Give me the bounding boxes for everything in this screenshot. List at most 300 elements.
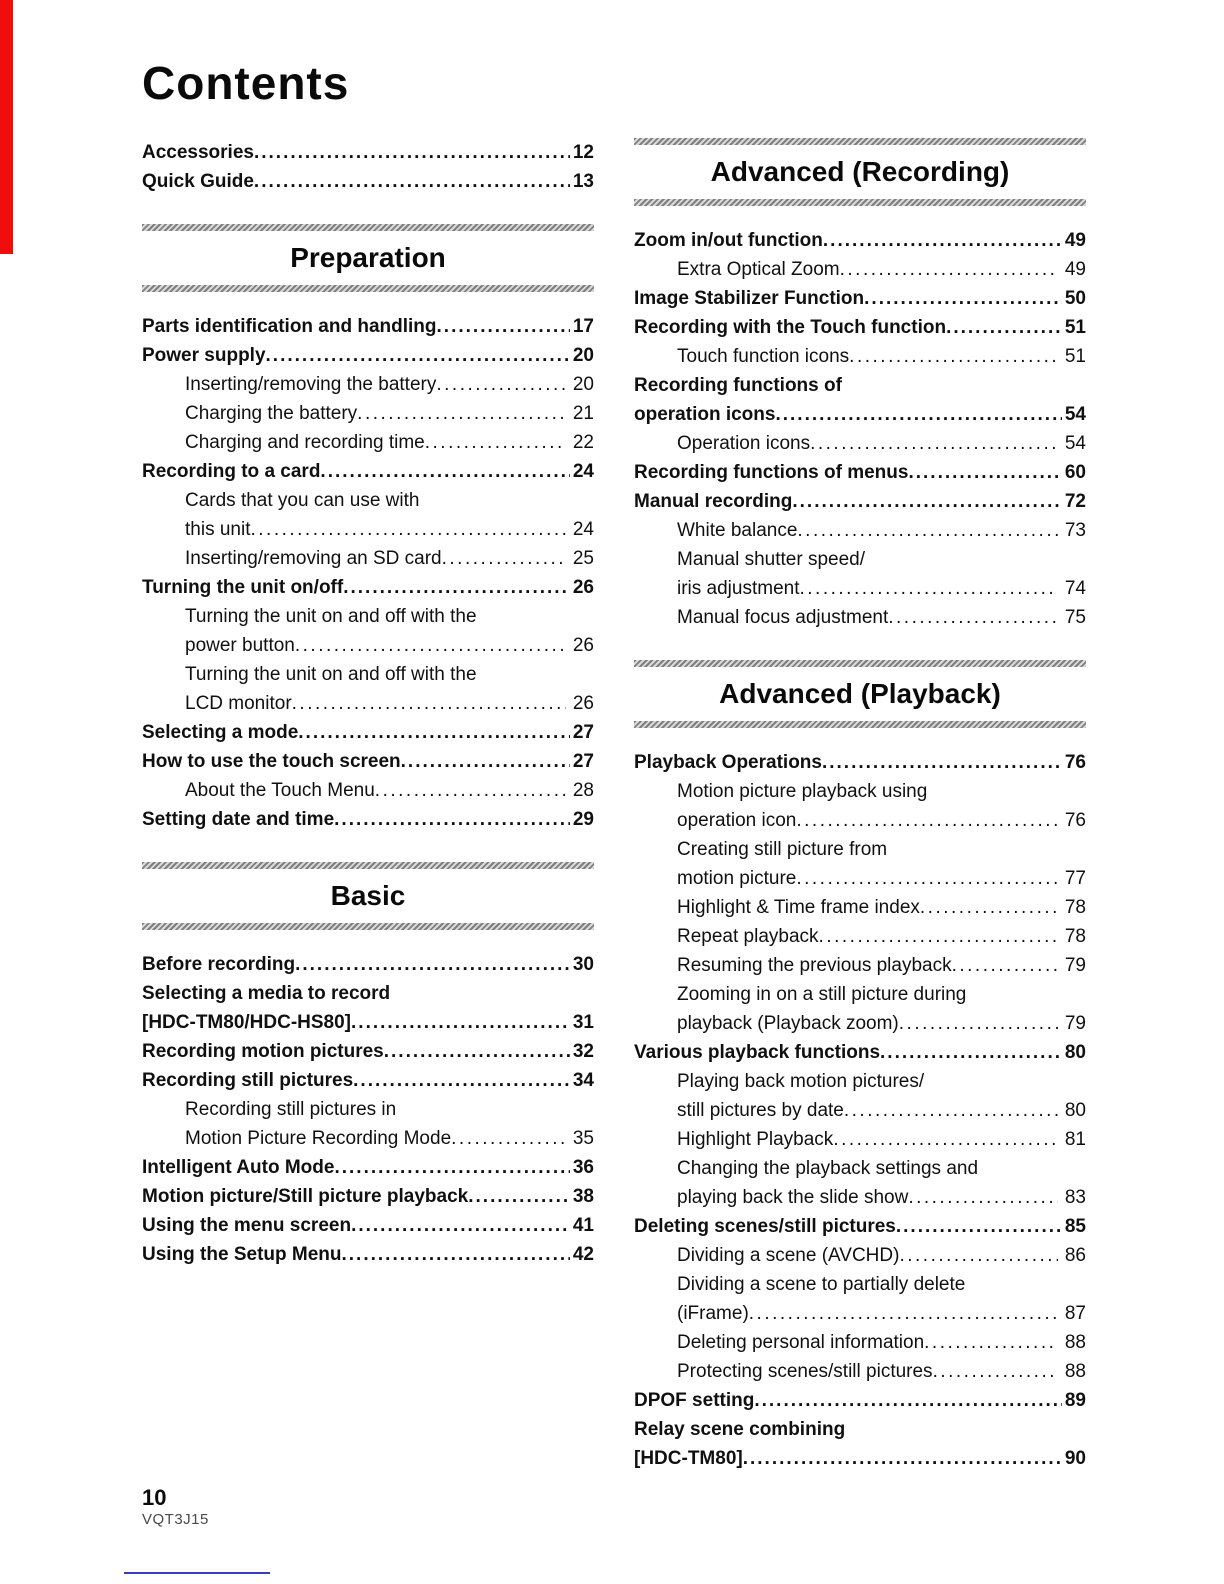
- toc-entry-line: [185, 544, 594, 573]
- toc-entry-text: Various playback functions: [634, 1042, 881, 1063]
- toc-entry-page-number: 25: [572, 548, 594, 569]
- toc-entry-text: (iFrame): [677, 1303, 749, 1324]
- toc-entry-text: Recording motion pictures: [142, 1041, 384, 1062]
- toc-entry-text: Touch function icons: [677, 346, 850, 367]
- toc-entry-line: [677, 545, 1086, 574]
- dot-leader: [946, 313, 1062, 342]
- toc-entry: [634, 1038, 1086, 1067]
- toc-entry-text: power button: [185, 635, 295, 656]
- toc-entry: [142, 544, 594, 573]
- toc-entry-page-number: 36: [572, 1157, 594, 1178]
- toc-entry-text: White balance: [677, 520, 798, 541]
- toc-entry: [634, 1357, 1086, 1386]
- toc-entry: [142, 486, 594, 544]
- toc-entry-text: Zooming in on a still picture during: [677, 984, 967, 1005]
- toc-entry-page-number: 51: [1064, 317, 1086, 338]
- toc-entry-page-number: 13: [572, 171, 594, 192]
- toc-entry-page-number: 54: [1064, 404, 1086, 425]
- dot-leader: [343, 573, 570, 602]
- dot-leader: [250, 515, 565, 544]
- toc-entry-page-number: 24: [572, 461, 594, 482]
- toc-entry-line: [142, 1153, 594, 1182]
- toc-entry-text: Selecting a media to record: [142, 983, 391, 1004]
- toc-entry-line: [634, 1212, 1086, 1241]
- toc-entry-line: [634, 1444, 1086, 1473]
- section-title: Preparation: [290, 242, 446, 273]
- toc-entry-page-number: 22: [572, 432, 594, 453]
- toc-entry-line: [677, 255, 1086, 284]
- toc-entry-line: [677, 777, 1086, 806]
- toc-entry-line: [634, 371, 1086, 400]
- toc-entry-line: [677, 342, 1086, 371]
- toc-entry: [634, 429, 1086, 458]
- dot-leader: [334, 805, 570, 834]
- toc-entry-line: [185, 370, 594, 399]
- toc-entry-page-number: 30: [572, 954, 594, 975]
- toc-entry-text: Inserting/removing an SD card: [185, 548, 442, 569]
- toc-entry-text: Creating still picture from: [677, 839, 888, 860]
- toc-left-column: [142, 138, 594, 1273]
- toc-entry-page-number: 26: [572, 693, 594, 714]
- dot-leader: [899, 1009, 1058, 1038]
- section-header: [142, 862, 594, 930]
- toc-entry-text: operation icon: [677, 810, 797, 831]
- dot-leader: [844, 1096, 1058, 1125]
- toc-entry: [142, 602, 594, 660]
- dot-leader: [357, 399, 566, 428]
- section-divider-bar: [634, 199, 1086, 206]
- toc-entry-page-number: 35: [572, 1128, 594, 1149]
- toc-entry: [634, 1241, 1086, 1270]
- toc-entry-text: LCD monitor: [185, 693, 292, 714]
- toc-entry-text: [HDC-TM80]: [634, 1448, 743, 1469]
- toc-entry-text: Manual shutter speed/: [677, 549, 866, 570]
- toc-entry: [142, 718, 594, 747]
- toc-entry: [634, 545, 1086, 603]
- dot-leader: [266, 341, 570, 370]
- toc-entry: [634, 1328, 1086, 1357]
- toc-entry-text: Accessories: [142, 142, 254, 163]
- toc-entry-text: Setting date and time: [142, 809, 335, 830]
- toc-entry-text: About the Touch Menu: [185, 780, 375, 801]
- dot-leader: [797, 516, 1057, 545]
- dot-leader: [743, 1444, 1062, 1473]
- toc-entry-line: [677, 893, 1086, 922]
- dot-leader: [920, 893, 1058, 922]
- toc-entry: [142, 979, 594, 1037]
- toc-entry: [142, 776, 594, 805]
- toc-right-column: [634, 138, 1086, 1477]
- toc-entry-text: How to use the touch screen: [142, 751, 401, 772]
- toc-entry-text: Highlight & Time frame index: [677, 897, 920, 918]
- toc-entry-page-number: 28: [572, 780, 594, 801]
- toc-entry: [142, 370, 594, 399]
- toc-entry: [634, 342, 1086, 371]
- toc-entry: [142, 457, 594, 486]
- toc-entry-page-number: 12: [572, 142, 594, 163]
- section-header: [634, 138, 1086, 206]
- toc-entry-page-number: 88: [1064, 1361, 1086, 1382]
- toc-entry: [142, 950, 594, 979]
- toc-entry-group: [634, 226, 1086, 632]
- toc-entry: [634, 487, 1086, 516]
- dot-leader: [775, 400, 1061, 429]
- toc-entry-line: [677, 951, 1086, 980]
- dot-leader: [749, 1299, 1058, 1328]
- toc-entry-page-number: 20: [572, 374, 594, 395]
- toc-entry-text: Recording still pictures in: [185, 1099, 397, 1120]
- toc-entry-text: Cards that you can use with: [185, 490, 420, 511]
- section-divider-bar: [634, 138, 1086, 145]
- toc-entry-page-number: 80: [1064, 1042, 1086, 1063]
- toc-entry-line: [142, 341, 594, 370]
- dot-leader: [840, 255, 1058, 284]
- toc-entry-page-number: 78: [1064, 926, 1086, 947]
- toc-entry-page-number: 76: [1064, 810, 1086, 831]
- toc-entry-text: this unit: [185, 519, 251, 540]
- section-divider-bar: [634, 721, 1086, 728]
- toc-entry-text: Charging the battery: [185, 403, 358, 424]
- toc-entry-line: [185, 689, 594, 718]
- toc-entry: [634, 284, 1086, 313]
- toc-entry-page-number: 77: [1064, 868, 1086, 889]
- toc-entry: [142, 341, 594, 370]
- toc-entry-line: [142, 950, 594, 979]
- toc-entry-line: [185, 631, 594, 660]
- section-divider-bar: [142, 224, 594, 231]
- toc-entry-page-number: 73: [1064, 520, 1086, 541]
- toc-entry-text: [HDC-TM80/HDC-HS80]: [142, 1012, 352, 1033]
- toc-entry-line: [677, 922, 1086, 951]
- toc-entry-line: [142, 1182, 594, 1211]
- section-title: Advanced (Recording): [710, 156, 1010, 187]
- dot-leader: [880, 1038, 1062, 1067]
- dot-leader: [810, 429, 1058, 458]
- toc-entry-line: [142, 805, 594, 834]
- toc-entry-page-number: 27: [572, 722, 594, 743]
- toc-entry-page-number: 83: [1064, 1187, 1086, 1208]
- dot-leader: [468, 1182, 570, 1211]
- toc-entry: [142, 573, 594, 602]
- toc-entry-page-number: 85: [1064, 1216, 1086, 1237]
- toc-entry-page-number: 90: [1064, 1448, 1086, 1469]
- toc-entry: [634, 1125, 1086, 1154]
- toc-entry-line: [634, 1038, 1086, 1067]
- toc-entry-page-number: 54: [1064, 433, 1086, 454]
- toc-entry-page-number: 72: [1064, 491, 1086, 512]
- toc-entry-page-number: 49: [1064, 259, 1086, 280]
- dot-leader: [864, 284, 1062, 313]
- toc-entry-line: [185, 1124, 594, 1153]
- toc-entry-line: [677, 1270, 1086, 1299]
- toc-entry-page-number: 87: [1064, 1303, 1086, 1324]
- toc-entry-text: still pictures by date: [677, 1100, 844, 1121]
- dot-leader: [298, 718, 570, 747]
- toc-entry-text: DPOF setting: [634, 1390, 755, 1411]
- toc-entry-line: [142, 1008, 594, 1037]
- toc-entry-page-number: 42: [572, 1244, 594, 1265]
- dot-leader: [401, 747, 570, 776]
- dot-leader: [899, 1241, 1057, 1270]
- toc-entry-line: [677, 1357, 1086, 1386]
- toc-entry-page-number: 21: [572, 403, 594, 424]
- toc-entry-page-number: 86: [1064, 1245, 1086, 1266]
- toc-entry-group: [142, 138, 594, 196]
- dot-leader: [896, 1212, 1062, 1241]
- section-title: Advanced (Playback): [719, 678, 1001, 709]
- toc-entry: [142, 1066, 594, 1095]
- toc-entry: [142, 399, 594, 428]
- toc-entry-text: Extra Optical Zoom: [677, 259, 840, 280]
- toc-entry-line: [677, 429, 1086, 458]
- dot-leader: [823, 226, 1062, 255]
- dot-leader: [888, 603, 1058, 632]
- dot-leader: [952, 951, 1058, 980]
- toc-entry-text: Dividing a scene to partially delete: [677, 1274, 966, 1295]
- toc-entry-text: Relay scene combining: [634, 1419, 846, 1440]
- toc-entry-text: Highlight Playback: [677, 1129, 834, 1150]
- toc-entry-page-number: 49: [1064, 230, 1086, 251]
- toc-entry-line: [634, 284, 1086, 313]
- toc-entry-text: Manual focus adjustment: [677, 607, 889, 628]
- section-divider-bar: [634, 660, 1086, 667]
- toc-entry-page-number: 79: [1064, 955, 1086, 976]
- toc-entry: [634, 1154, 1086, 1212]
- toc-entry-line: [142, 573, 594, 602]
- toc-entry-text: Charging and recording time: [185, 432, 425, 453]
- toc-entry-text: Motion picture playback using: [677, 781, 928, 802]
- toc-entry-line: [677, 806, 1086, 835]
- toc-entry: [634, 371, 1086, 429]
- dot-leader: [908, 458, 1061, 487]
- toc-entry: [142, 167, 594, 196]
- dot-leader: [334, 1153, 569, 1182]
- toc-entry-line: [634, 487, 1086, 516]
- toc-entry-line: [142, 1211, 594, 1240]
- toc-entry-text: Playback Operations: [634, 752, 822, 773]
- dot-leader: [792, 487, 1062, 516]
- red-edge-bar: [0, 0, 13, 254]
- toc-entry-text: Recording functions of menus: [634, 462, 909, 483]
- dot-leader: [254, 138, 570, 167]
- toc-entry-text: Deleting personal information: [677, 1332, 925, 1353]
- toc-entry: [142, 1240, 594, 1269]
- toc-entry: [634, 1067, 1086, 1125]
- dot-leader: [425, 428, 566, 457]
- contents-page: [142, 56, 1086, 1477]
- toc-entry-line: [142, 979, 594, 1008]
- toc-entry-text: operation icons: [634, 404, 776, 425]
- document-code: VQT3J15: [142, 1511, 209, 1528]
- toc-entry-text: Operation icons: [677, 433, 811, 454]
- toc-entry-line: [677, 1067, 1086, 1096]
- toc-entry: [634, 313, 1086, 342]
- toc-entry-page-number: 60: [1064, 462, 1086, 483]
- section-header: [634, 660, 1086, 728]
- toc-entry-page-number: 27: [572, 751, 594, 772]
- toc-entry-line: [142, 1240, 594, 1269]
- dot-leader: [800, 574, 1058, 603]
- toc-entry-line: [677, 603, 1086, 632]
- toc-entry-text: Deleting scenes/still pictures: [634, 1216, 896, 1237]
- dot-leader: [436, 370, 566, 399]
- toc-entry-group: [634, 748, 1086, 1473]
- toc-entry-line: [634, 748, 1086, 777]
- toc-entry: [634, 603, 1086, 632]
- page-footer: [142, 1486, 209, 1530]
- dot-leader: [451, 1124, 566, 1153]
- toc-entry-text: Changing the playback settings and: [677, 1158, 979, 1179]
- toc-entry: [634, 516, 1086, 545]
- toc-entry: [142, 312, 594, 341]
- toc-entry: [142, 428, 594, 457]
- toc-entry-line: [142, 747, 594, 776]
- toc-entry-line: [677, 516, 1086, 545]
- toc-entry-line: [185, 660, 594, 689]
- toc-entry-line: [677, 1096, 1086, 1125]
- toc-entry-text: playing back the slide show: [677, 1187, 909, 1208]
- toc-entry-page-number: 79: [1064, 1013, 1086, 1034]
- toc-entry-line: [142, 1066, 594, 1095]
- dot-leader: [384, 1037, 570, 1066]
- dot-leader: [437, 312, 570, 341]
- dot-leader: [796, 806, 1057, 835]
- toc-entry-line: [634, 1415, 1086, 1444]
- toc-entry-page-number: 20: [572, 345, 594, 366]
- toc-entry: [634, 1212, 1086, 1241]
- toc-entry-line: [677, 1154, 1086, 1183]
- toc-entry-text: Intelligent Auto Mode: [142, 1157, 335, 1178]
- toc-entry: [634, 1386, 1086, 1415]
- toc-entry-text: Resuming the previous playback: [677, 955, 952, 976]
- toc-entry: [634, 922, 1086, 951]
- toc-entry: [142, 747, 594, 776]
- toc-entry-line: [634, 226, 1086, 255]
- toc-entry-line: [142, 167, 594, 196]
- toc-entry: [634, 835, 1086, 893]
- toc-columns: [142, 138, 1086, 1477]
- toc-entry: [634, 255, 1086, 284]
- toc-entry-text: Repeat playback: [677, 926, 819, 947]
- toc-entry-page-number: 29: [572, 809, 594, 830]
- toc-entry-page-number: 76: [1064, 752, 1086, 773]
- dot-leader: [819, 922, 1058, 951]
- toc-entry-line: [677, 1328, 1086, 1357]
- toc-entry: [142, 1037, 594, 1066]
- toc-entry-text: Before recording: [142, 954, 296, 975]
- toc-entry: [142, 1182, 594, 1211]
- dot-leader: [442, 544, 566, 573]
- toc-entry-line: [185, 776, 594, 805]
- toc-entry-line: [634, 400, 1086, 429]
- toc-entry-text: Turning the unit on and off with the: [185, 606, 477, 627]
- toc-entry-text: Selecting a mode: [142, 722, 299, 743]
- section-divider-bar: [142, 285, 594, 292]
- toc-entry-text: Recording to a card: [142, 461, 321, 482]
- toc-entry-page-number: 51: [1064, 346, 1086, 367]
- toc-entry: [142, 1095, 594, 1153]
- dot-leader: [933, 1357, 1058, 1386]
- toc-entry: [634, 893, 1086, 922]
- toc-entry-line: [142, 457, 594, 486]
- toc-entry-text: Recording with the Touch function: [634, 317, 947, 338]
- toc-entry-text: Using the Setup Menu: [142, 1244, 342, 1265]
- toc-entry-page-number: 74: [1064, 578, 1086, 599]
- toc-entry-page-number: 75: [1064, 607, 1086, 628]
- toc-entry: [142, 805, 594, 834]
- page-title: Contents: [142, 57, 350, 109]
- toc-entry: [142, 138, 594, 167]
- toc-entry-text: Manual recording: [634, 491, 793, 512]
- toc-entry-page-number: 34: [572, 1070, 594, 1091]
- dot-leader: [754, 1386, 1062, 1415]
- dot-leader: [796, 864, 1058, 893]
- toc-entry-text: Inserting/removing the battery: [185, 374, 437, 395]
- toc-entry-page-number: 80: [1064, 1100, 1086, 1121]
- toc-entry-page-number: 81: [1064, 1129, 1086, 1150]
- toc-entry-line: [677, 1241, 1086, 1270]
- toc-entry-page-number: 24: [572, 519, 594, 540]
- toc-entry-line: [677, 1299, 1086, 1328]
- toc-entry: [634, 777, 1086, 835]
- toc-entry-line: [142, 138, 594, 167]
- toc-entry-text: Zoom in/out function: [634, 230, 823, 251]
- toc-entry-page-number: 26: [572, 635, 594, 656]
- toc-entry: [634, 748, 1086, 777]
- toc-entry-line: [185, 1095, 594, 1124]
- toc-entry-line: [185, 428, 594, 457]
- toc-entry-line: [677, 1183, 1086, 1212]
- toc-entry-text: Quick Guide: [142, 171, 254, 192]
- toc-entry-line: [185, 515, 594, 544]
- toc-entry: [142, 1211, 594, 1240]
- toc-entry-line: [677, 1009, 1086, 1038]
- toc-entry-text: Turning the unit on and off with the: [185, 664, 477, 685]
- toc-entry-text: Parts identification and handling: [142, 316, 437, 337]
- toc-entry-page-number: 38: [572, 1186, 594, 1207]
- toc-entry-line: [677, 1125, 1086, 1154]
- toc-entry-line: [634, 1386, 1086, 1415]
- dot-leader: [292, 689, 566, 718]
- toc-entry-text: Motion picture/Still picture playback: [142, 1186, 469, 1207]
- footer-blue-line: [124, 1572, 270, 1574]
- toc-entry: [142, 1153, 594, 1182]
- dot-leader: [924, 1328, 1058, 1357]
- dot-leader: [353, 1066, 570, 1095]
- dot-leader: [908, 1183, 1058, 1212]
- dot-leader: [833, 1125, 1058, 1154]
- toc-entry-text: Using the menu screen: [142, 1215, 352, 1236]
- page-number: 10: [142, 1485, 167, 1510]
- toc-entry-line: [185, 486, 594, 515]
- toc-entry-line: [677, 574, 1086, 603]
- dot-leader: [295, 631, 566, 660]
- toc-entry-line: [142, 718, 594, 747]
- toc-entry-text: Motion Picture Recording Mode: [185, 1128, 452, 1149]
- toc-entry: [142, 660, 594, 718]
- toc-entry-text: motion picture: [677, 868, 797, 889]
- toc-entry-page-number: 50: [1064, 288, 1086, 309]
- toc-entry-group: [142, 950, 594, 1269]
- toc-entry-line: [185, 399, 594, 428]
- toc-entry-page-number: 89: [1064, 1390, 1086, 1411]
- dot-leader: [351, 1008, 570, 1037]
- toc-entry-page-number: 26: [572, 577, 594, 598]
- toc-entry-line: [677, 864, 1086, 893]
- toc-entry-line: [185, 602, 594, 631]
- toc-entry-text: Turning the unit on/off: [142, 577, 344, 598]
- dot-leader: [254, 167, 570, 196]
